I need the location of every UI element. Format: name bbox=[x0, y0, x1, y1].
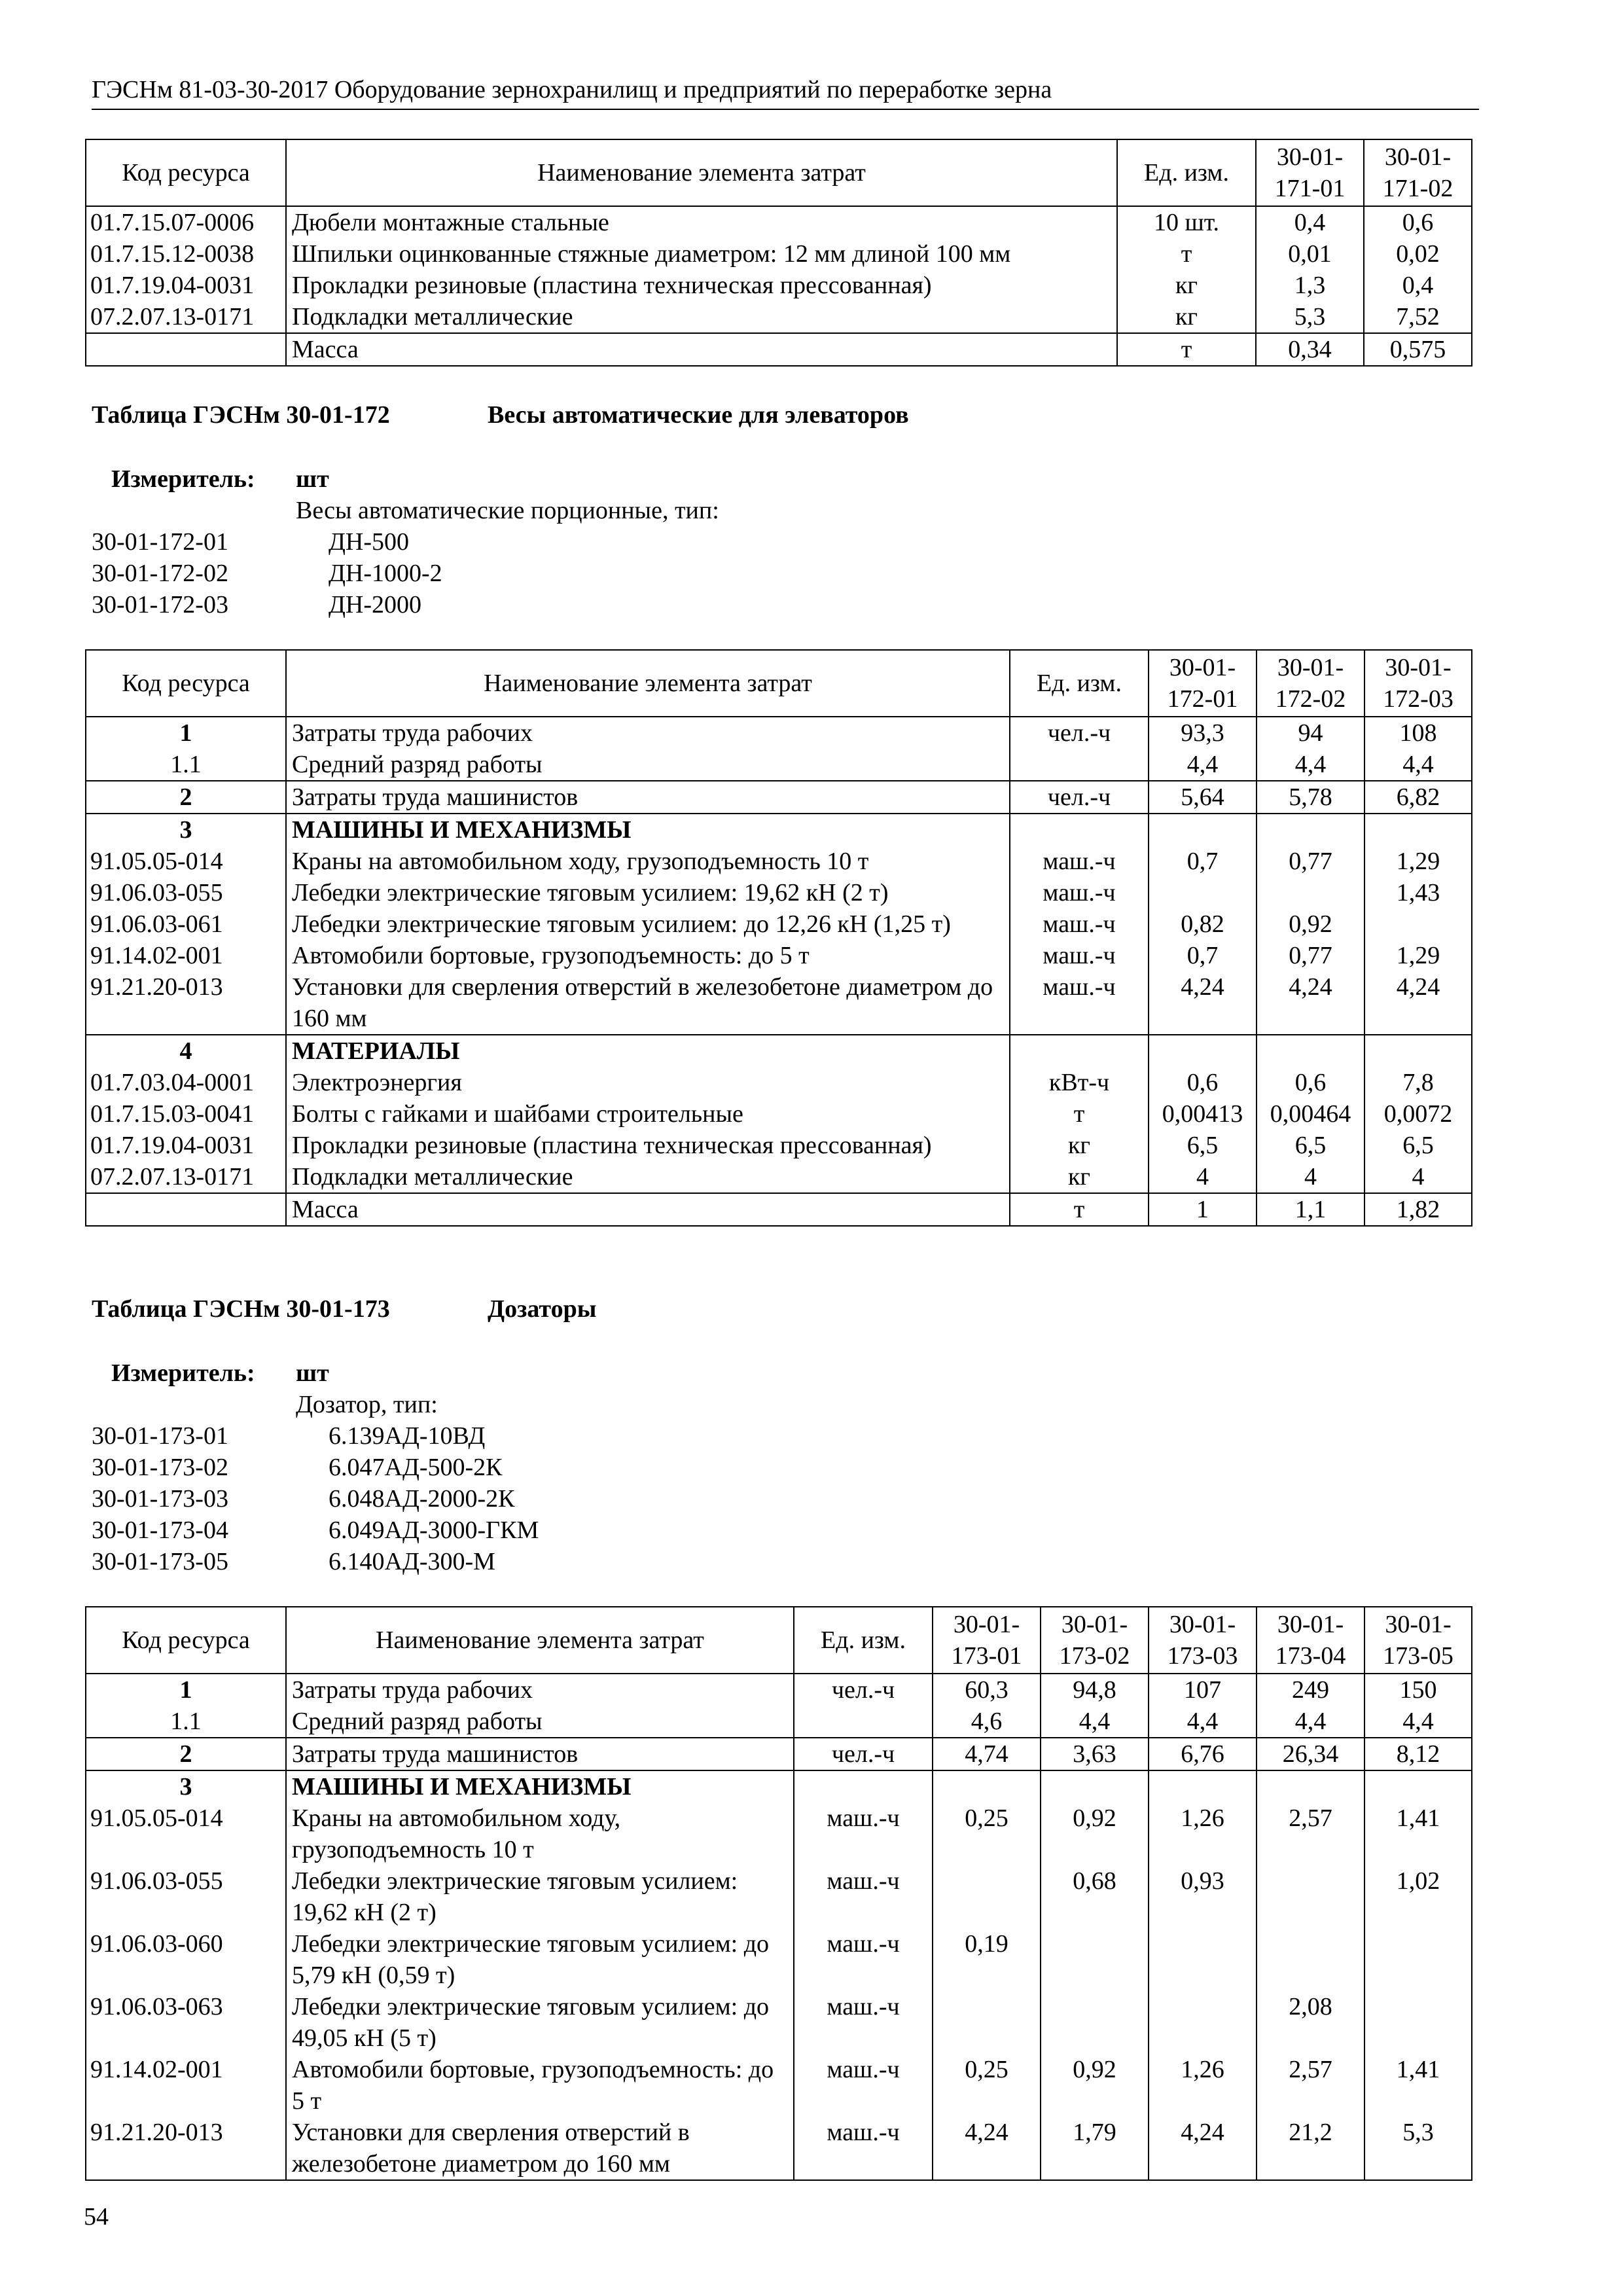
unit-cell: маш.-ч bbox=[1010, 940, 1149, 971]
table-title bbox=[92, 1295, 597, 1323]
col-header-code: Код ресурса bbox=[86, 650, 286, 717]
resource-code-cell: 1 bbox=[86, 717, 286, 749]
unit-cell: чел.-ч bbox=[794, 1674, 933, 1706]
value-cell: 5,64 bbox=[1149, 781, 1257, 814]
table-row bbox=[86, 749, 1472, 781]
table-row bbox=[86, 846, 1472, 877]
value-cell bbox=[1041, 1928, 1149, 1991]
value-cell: 1,1 bbox=[1257, 1193, 1364, 1226]
value-cell: 0,25 bbox=[933, 1803, 1041, 1865]
value-cell: 1,02 bbox=[1364, 1865, 1472, 1928]
col-header-unit: Ед. изм. bbox=[1117, 139, 1256, 206]
value-cell: 107 bbox=[1149, 1674, 1257, 1706]
value-cell: 4,4 bbox=[1364, 1706, 1472, 1738]
value-cell: 4,4 bbox=[1257, 749, 1364, 781]
value-cell bbox=[933, 1991, 1041, 2054]
unit-cell bbox=[1010, 814, 1149, 846]
value-cell: 5,3 bbox=[1256, 301, 1364, 333]
table-row bbox=[86, 1928, 1472, 1991]
unit-cell: маш.-ч bbox=[1010, 971, 1149, 1035]
value-cell: 1,29 bbox=[1364, 846, 1472, 877]
value-cell: 7,8 bbox=[1364, 1067, 1472, 1098]
element-name-cell: Подкладки металлические bbox=[286, 1161, 1010, 1193]
page-header: ГЭСНм 81-03-30-2017 Оборудование зернохранилищ и предприятий по переработке зерна bbox=[92, 73, 1479, 110]
col-header-variant: 30-01-172-03 bbox=[1364, 650, 1472, 717]
value-cell: 2,08 bbox=[1257, 1991, 1364, 2054]
value-cell bbox=[933, 1770, 1041, 1803]
item-value: 6.047АД-500-2К bbox=[329, 1454, 503, 1481]
item-code: 30-01-172-02 bbox=[92, 560, 228, 587]
element-name-cell: Краны на автомобильном ходу, грузоподъемность 10 т bbox=[286, 1803, 794, 1865]
element-name-cell: Электроэнергия bbox=[286, 1067, 1010, 1098]
value-cell: 0,34 bbox=[1256, 333, 1364, 366]
table-row bbox=[86, 1161, 1472, 1193]
value-cell: 94,8 bbox=[1041, 1674, 1149, 1706]
element-name-cell: Затраты труда рабочих bbox=[286, 717, 1010, 749]
element-name-cell: Затраты труда рабочих bbox=[286, 1674, 794, 1706]
table-row bbox=[86, 1130, 1472, 1161]
value-cell: 4,4 bbox=[1257, 1706, 1364, 1738]
table-title bbox=[92, 401, 909, 429]
table-header-row bbox=[86, 139, 1472, 206]
unit-cell bbox=[794, 1706, 933, 1738]
resource-code-cell: 91.06.03-055 bbox=[86, 1865, 286, 1928]
value-cell: 1,79 bbox=[1041, 2117, 1149, 2180]
col-header-name: Наименование элемента затрат bbox=[286, 650, 1010, 717]
table-header-row bbox=[86, 650, 1472, 717]
table-row bbox=[86, 2054, 1472, 2117]
unit-cell: кВт-ч bbox=[1010, 1067, 1149, 1098]
value-cell bbox=[1257, 877, 1364, 908]
unit-cell bbox=[794, 1770, 933, 1803]
element-name-cell: Подкладки металлические bbox=[286, 301, 1117, 333]
table-title-name: Весы автоматические для элеваторов bbox=[488, 401, 909, 429]
col-header-variant: 30-01-171-02 bbox=[1364, 139, 1472, 206]
value-cell bbox=[1364, 814, 1472, 846]
value-cell: 21,2 bbox=[1257, 2117, 1364, 2180]
unit-cell: 10 шт. bbox=[1117, 206, 1256, 238]
table-header-row bbox=[86, 1607, 1472, 1674]
item-value: 6.049АД-3000-ГКМ bbox=[329, 1516, 539, 1544]
table-row bbox=[86, 2117, 1472, 2180]
value-cell: 6,5 bbox=[1257, 1130, 1364, 1161]
table-title-name: Дозаторы bbox=[488, 1295, 597, 1323]
table-row bbox=[86, 781, 1472, 814]
unit-cell: т bbox=[1117, 333, 1256, 366]
value-cell: 3,63 bbox=[1041, 1738, 1149, 1770]
value-cell: 0,7 bbox=[1149, 846, 1257, 877]
value-cell: 1,82 bbox=[1364, 1193, 1472, 1226]
value-cell bbox=[1149, 1770, 1257, 1803]
value-cell bbox=[1149, 814, 1257, 846]
value-cell bbox=[1149, 1991, 1257, 2054]
value-cell: 4,24 bbox=[1364, 971, 1472, 1035]
resource-code-cell: 3 bbox=[86, 814, 286, 846]
unit-cell: кг bbox=[1010, 1161, 1149, 1193]
value-cell bbox=[1149, 1035, 1257, 1067]
table-row bbox=[86, 301, 1472, 333]
value-cell: 0,68 bbox=[1041, 1865, 1149, 1928]
element-name-cell: Дюбели монтажные стальные bbox=[286, 206, 1117, 238]
unit-cell: т bbox=[1010, 1098, 1149, 1130]
item-code: 30-01-173-03 bbox=[92, 1485, 228, 1513]
table-row bbox=[86, 1738, 1472, 1770]
value-cell bbox=[1364, 908, 1472, 940]
element-name-cell: Затраты труда машинистов bbox=[286, 1738, 794, 1770]
col-header-name: Наименование элемента затрат bbox=[286, 1607, 794, 1674]
value-cell bbox=[1149, 1928, 1257, 1991]
item-code: 30-01-173-05 bbox=[92, 1548, 228, 1575]
resource-code-cell: 01.7.19.04-0031 bbox=[86, 1130, 286, 1161]
value-cell: 6,5 bbox=[1149, 1130, 1257, 1161]
value-cell bbox=[1257, 1928, 1364, 1991]
table-row bbox=[86, 908, 1472, 940]
value-cell: 4,24 bbox=[1257, 971, 1364, 1035]
resource-code-cell: 91.21.20-013 bbox=[86, 2117, 286, 2180]
unit-cell: маш.-ч bbox=[1010, 846, 1149, 877]
table-row bbox=[86, 940, 1472, 971]
value-cell: 4 bbox=[1364, 1161, 1472, 1193]
unit-cell: чел.-ч bbox=[1010, 717, 1149, 749]
resource-code-cell: 4 bbox=[86, 1035, 286, 1067]
value-cell bbox=[1257, 1865, 1364, 1928]
element-name-cell: МАШИНЫ И МЕХАНИЗМЫ bbox=[286, 814, 1010, 846]
unit-cell: маш.-ч bbox=[1010, 877, 1149, 908]
meter-unit: шт bbox=[296, 1359, 329, 1387]
item-value: 6.048АД-2000-2К bbox=[329, 1485, 515, 1513]
value-cell: 4,24 bbox=[1149, 2117, 1257, 2180]
value-cell: 0,6 bbox=[1257, 1067, 1364, 1098]
item-value: 6.139АД-10ВД bbox=[329, 1422, 486, 1450]
unit-cell: маш.-ч bbox=[794, 2117, 933, 2180]
meter-heading: Дозатор, тип: bbox=[296, 1391, 438, 1418]
element-name-cell: Масса bbox=[286, 333, 1117, 366]
table-row bbox=[86, 1193, 1472, 1226]
value-cell: 4,74 bbox=[933, 1738, 1041, 1770]
element-name-cell: МАШИНЫ И МЕХАНИЗМЫ bbox=[286, 1770, 794, 1803]
value-cell: 1,43 bbox=[1364, 877, 1472, 908]
value-cell: 0,00413 bbox=[1149, 1098, 1257, 1130]
resource-code-cell: 01.7.15.03-0041 bbox=[86, 1098, 286, 1130]
unit-cell: маш.-ч bbox=[794, 1991, 933, 2054]
value-cell: 0,02 bbox=[1364, 238, 1472, 270]
col-header-variant: 30-01-172-02 bbox=[1257, 650, 1364, 717]
element-name-cell: Автомобили бортовые, грузоподъемность: до 5 т bbox=[286, 2054, 794, 2117]
table-row bbox=[86, 814, 1472, 846]
value-cell: 4,6 bbox=[933, 1706, 1041, 1738]
unit-cell: кг bbox=[1117, 301, 1256, 333]
meter-label: Измеритель: bbox=[111, 1359, 255, 1387]
element-name-cell: Лебедки электрические тяговым усилием: 19,62 кН (2 т) bbox=[286, 1865, 794, 1928]
item-code: 30-01-172-01 bbox=[92, 528, 228, 556]
resource-code-cell bbox=[86, 1193, 286, 1226]
element-name-cell: Затраты труда машинистов bbox=[286, 781, 1010, 814]
value-cell: 60,3 bbox=[933, 1674, 1041, 1706]
value-cell: 0,7 bbox=[1149, 940, 1257, 971]
value-cell bbox=[1149, 877, 1257, 908]
table-row bbox=[86, 1865, 1472, 1928]
item-value: ДН-1000-2 bbox=[329, 560, 442, 587]
table-row bbox=[86, 238, 1472, 270]
unit-cell bbox=[1010, 749, 1149, 781]
resource-code-cell: 07.2.07.13-0171 bbox=[86, 1161, 286, 1193]
resource-code-cell: 01.7.19.04-0031 bbox=[86, 270, 286, 301]
item-value: ДН-500 bbox=[329, 528, 410, 556]
resource-code-cell: 1.1 bbox=[86, 1706, 286, 1738]
page-number: 54 bbox=[84, 2203, 109, 2231]
resource-code-cell: 91.14.02-001 bbox=[86, 2054, 286, 2117]
unit-cell: чел.-ч bbox=[1010, 781, 1149, 814]
table-row bbox=[86, 206, 1472, 238]
value-cell: 0,25 bbox=[933, 2054, 1041, 2117]
resource-code-cell: 91.05.05-014 bbox=[86, 846, 286, 877]
meter-unit: шт bbox=[296, 465, 329, 493]
resource-code-cell: 91.06.03-063 bbox=[86, 1991, 286, 2054]
value-cell bbox=[1257, 814, 1364, 846]
meter-label: Измеритель: bbox=[111, 465, 255, 493]
resource-code-cell: 07.2.07.13-0171 bbox=[86, 301, 286, 333]
value-cell bbox=[1257, 1035, 1364, 1067]
element-name-cell: Средний разряд работы bbox=[286, 1706, 794, 1738]
value-cell: 2,57 bbox=[1257, 1803, 1364, 1865]
item-value: ДН-2000 bbox=[329, 591, 422, 619]
resource-code-cell: 91.21.20-013 bbox=[86, 971, 286, 1035]
col-header-variant: 30-01-173-01 bbox=[933, 1607, 1041, 1674]
element-name-cell: Лебедки электрические тяговым усилием: до 49,05 кН (5 т) bbox=[286, 1991, 794, 2054]
resource-code-cell: 01.7.15.07-0006 bbox=[86, 206, 286, 238]
value-cell: 4,4 bbox=[1041, 1706, 1149, 1738]
value-cell: 1,26 bbox=[1149, 1803, 1257, 1865]
resource-code-cell: 1.1 bbox=[86, 749, 286, 781]
value-cell bbox=[1364, 1770, 1472, 1803]
value-cell: 6,76 bbox=[1149, 1738, 1257, 1770]
col-header-name: Наименование элемента затрат bbox=[286, 139, 1117, 206]
value-cell: 0,01 bbox=[1256, 238, 1364, 270]
unit-cell: маш.-ч bbox=[794, 1865, 933, 1928]
table-row bbox=[86, 1067, 1472, 1098]
table-30-01-172 bbox=[85, 649, 1472, 1227]
element-name-cell: МАТЕРИАЛЫ bbox=[286, 1035, 1010, 1067]
table-30-01-171 bbox=[85, 139, 1472, 367]
table-row bbox=[86, 717, 1472, 749]
value-cell: 1,26 bbox=[1149, 2054, 1257, 2117]
table-row bbox=[86, 1035, 1472, 1067]
table-30-01-173 bbox=[85, 1606, 1472, 2181]
value-cell bbox=[1257, 1770, 1364, 1803]
element-name-cell: Масса bbox=[286, 1193, 1010, 1226]
resource-code-cell: 3 bbox=[86, 1770, 286, 1803]
col-header-variant: 30-01-173-04 bbox=[1257, 1607, 1364, 1674]
value-cell bbox=[933, 1865, 1041, 1928]
resource-code-cell: 91.06.03-060 bbox=[86, 1928, 286, 1991]
resource-code-cell: 2 bbox=[86, 781, 286, 814]
col-header-variant: 30-01-173-03 bbox=[1149, 1607, 1257, 1674]
value-cell bbox=[1364, 1991, 1472, 2054]
value-cell: 0,77 bbox=[1257, 940, 1364, 971]
value-cell: 6,5 bbox=[1364, 1130, 1472, 1161]
table-row bbox=[86, 1674, 1472, 1706]
resource-code-cell: 91.06.03-055 bbox=[86, 877, 286, 908]
element-name-cell: Установки для сверления отверстий в железобетоне диаметром до 160 мм bbox=[286, 2117, 794, 2180]
value-cell: 249 bbox=[1257, 1674, 1364, 1706]
value-cell: 0,82 bbox=[1149, 908, 1257, 940]
resource-code-cell: 91.06.03-061 bbox=[86, 908, 286, 940]
value-cell: 108 bbox=[1364, 717, 1472, 749]
meter-heading: Весы автоматические порционные, тип: bbox=[296, 497, 719, 524]
value-cell: 1,41 bbox=[1364, 1803, 1472, 1865]
unit-cell bbox=[1010, 1035, 1149, 1067]
value-cell: 0,93 bbox=[1149, 1865, 1257, 1928]
value-cell bbox=[1041, 1991, 1149, 2054]
unit-cell: т bbox=[1010, 1193, 1149, 1226]
value-cell: 5,3 bbox=[1364, 2117, 1472, 2180]
element-name-cell: Прокладки резиновые (пластина техническая прессованная) bbox=[286, 270, 1117, 301]
item-code: 30-01-172-03 bbox=[92, 591, 228, 619]
col-header-code: Код ресурса bbox=[86, 1607, 286, 1674]
unit-cell: кг bbox=[1117, 270, 1256, 301]
value-cell: 1,3 bbox=[1256, 270, 1364, 301]
value-cell: 4 bbox=[1149, 1161, 1257, 1193]
value-cell: 4,4 bbox=[1149, 749, 1257, 781]
element-name-cell: Краны на автомобильном ходу, грузоподъемность 10 т bbox=[286, 846, 1010, 877]
value-cell: 4,24 bbox=[1149, 971, 1257, 1035]
col-header-unit: Ед. изм. bbox=[794, 1607, 933, 1674]
item-code: 30-01-173-04 bbox=[92, 1516, 228, 1544]
value-cell: 4,4 bbox=[1149, 1706, 1257, 1738]
resource-code-cell: 01.7.03.04-0001 bbox=[86, 1067, 286, 1098]
value-cell: 0,4 bbox=[1256, 206, 1364, 238]
value-cell: 0,575 bbox=[1364, 333, 1472, 366]
meter-block bbox=[92, 463, 877, 620]
value-cell: 7,52 bbox=[1364, 301, 1472, 333]
value-cell: 0,77 bbox=[1257, 846, 1364, 877]
col-header-variant: 30-01-172-01 bbox=[1149, 650, 1257, 717]
element-name-cell: Шпильки оцинкованные стяжные диаметром: 12 мм длиной 100 мм bbox=[286, 238, 1117, 270]
value-cell bbox=[1364, 1928, 1472, 1991]
unit-cell: маш.-ч bbox=[794, 2054, 933, 2117]
value-cell: 1 bbox=[1149, 1193, 1257, 1226]
table-row bbox=[86, 971, 1472, 1035]
table-row bbox=[86, 877, 1472, 908]
value-cell: 0,19 bbox=[933, 1928, 1041, 1991]
unit-cell: маш.-ч bbox=[794, 1928, 933, 1991]
value-cell: 0,0072 bbox=[1364, 1098, 1472, 1130]
value-cell: 0,92 bbox=[1041, 1803, 1149, 1865]
element-name-cell: Автомобили бортовые, грузоподъемность: до 5 т bbox=[286, 940, 1010, 971]
item-value: 6.140АД-300-М bbox=[329, 1548, 495, 1575]
value-cell: 150 bbox=[1364, 1674, 1472, 1706]
table-title-label: Таблица ГЭСНм 30-01-173 bbox=[92, 1295, 390, 1323]
value-cell: 94 bbox=[1257, 717, 1364, 749]
element-name-cell: Средний разряд работы bbox=[286, 749, 1010, 781]
unit-cell: маш.-ч bbox=[1010, 908, 1149, 940]
value-cell: 8,12 bbox=[1364, 1738, 1472, 1770]
table-row bbox=[86, 1706, 1472, 1738]
value-cell: 0,92 bbox=[1257, 908, 1364, 940]
resource-code-cell: 91.05.05-014 bbox=[86, 1803, 286, 1865]
col-header-code: Код ресурса bbox=[86, 139, 286, 206]
unit-cell: чел.-ч bbox=[794, 1738, 933, 1770]
element-name-cell: Лебедки электрические тяговым усилием: до 5,79 кН (0,59 т) bbox=[286, 1928, 794, 1991]
value-cell: 4,24 bbox=[933, 2117, 1041, 2180]
item-code: 30-01-173-01 bbox=[92, 1422, 228, 1450]
unit-cell: т bbox=[1117, 238, 1256, 270]
value-cell: 2,57 bbox=[1257, 2054, 1364, 2117]
value-cell: 93,3 bbox=[1149, 717, 1257, 749]
resource-code-cell bbox=[86, 333, 286, 366]
table-title-label: Таблица ГЭСНм 30-01-172 bbox=[92, 401, 390, 429]
table-row bbox=[86, 1770, 1472, 1803]
col-header-variant: 30-01-171-01 bbox=[1256, 139, 1364, 206]
table-row bbox=[86, 270, 1472, 301]
meter-block bbox=[92, 1357, 877, 1580]
value-cell: 0,6 bbox=[1149, 1067, 1257, 1098]
value-cell: 0,00464 bbox=[1257, 1098, 1364, 1130]
element-name-cell: Лебедки электрические тяговым усилием: до 12,26 кН (1,25 т) bbox=[286, 908, 1010, 940]
value-cell bbox=[1364, 1035, 1472, 1067]
table-row bbox=[86, 333, 1472, 366]
item-code: 30-01-173-02 bbox=[92, 1454, 228, 1481]
value-cell: 0,6 bbox=[1364, 206, 1472, 238]
value-cell: 4 bbox=[1257, 1161, 1364, 1193]
table-row bbox=[86, 1098, 1472, 1130]
value-cell: 1,41 bbox=[1364, 2054, 1472, 2117]
table-row bbox=[86, 1991, 1472, 2054]
table-row bbox=[86, 1803, 1472, 1865]
resource-code-cell: 2 bbox=[86, 1738, 286, 1770]
resource-code-cell: 91.14.02-001 bbox=[86, 940, 286, 971]
value-cell: 0,4 bbox=[1364, 270, 1472, 301]
element-name-cell: Установки для сверления отверстий в железобетоне диаметром до 160 мм bbox=[286, 971, 1010, 1035]
col-header-variant: 30-01-173-05 bbox=[1364, 1607, 1472, 1674]
col-header-unit: Ед. изм. bbox=[1010, 650, 1149, 717]
value-cell: 1,29 bbox=[1364, 940, 1472, 971]
resource-code-cell: 01.7.15.12-0038 bbox=[86, 238, 286, 270]
value-cell bbox=[1041, 1770, 1149, 1803]
element-name-cell: Болты с гайками и шайбами строительные bbox=[286, 1098, 1010, 1130]
value-cell: 4,4 bbox=[1364, 749, 1472, 781]
element-name-cell: Лебедки электрические тяговым усилием: 19,62 кН (2 т) bbox=[286, 877, 1010, 908]
unit-cell: кг bbox=[1010, 1130, 1149, 1161]
value-cell: 5,78 bbox=[1257, 781, 1364, 814]
element-name-cell: Прокладки резиновые (пластина техническая прессованная) bbox=[286, 1130, 1010, 1161]
col-header-variant: 30-01-173-02 bbox=[1041, 1607, 1149, 1674]
value-cell: 0,92 bbox=[1041, 2054, 1149, 2117]
value-cell: 6,82 bbox=[1364, 781, 1472, 814]
unit-cell: маш.-ч bbox=[794, 1803, 933, 1865]
resource-code-cell: 1 bbox=[86, 1674, 286, 1706]
value-cell: 26,34 bbox=[1257, 1738, 1364, 1770]
